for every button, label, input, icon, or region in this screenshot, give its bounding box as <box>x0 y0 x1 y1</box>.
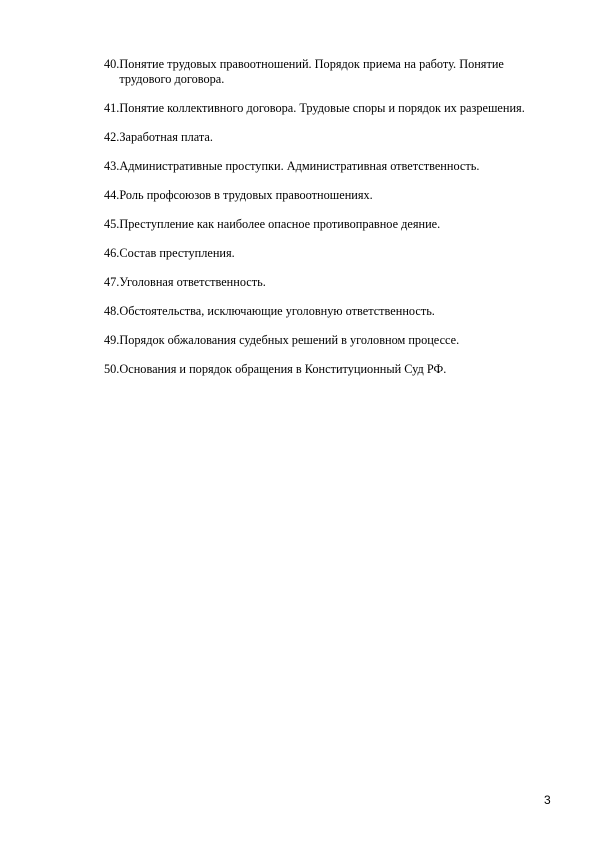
question-number: 48. <box>104 304 120 318</box>
question-item-42 <box>104 130 544 145</box>
question-number: 47. <box>104 275 120 289</box>
question-number: 44. <box>104 188 120 202</box>
question-text: Роль профсоюзов в трудовых правоотношениях. <box>119 188 373 202</box>
question-item-40 <box>104 57 544 87</box>
question-item-41 <box>104 101 544 116</box>
question-number: 45. <box>104 217 120 231</box>
question-item-46 <box>104 246 544 261</box>
question-text: Основания и порядок обращения в Конституционный Суд РФ. <box>119 362 447 376</box>
question-text: Порядок обжалования судебных решений в уголовном процессе. <box>119 333 460 347</box>
question-text: Состав преступления. <box>119 246 235 260</box>
question-text: Уголовная ответственность. <box>119 275 266 289</box>
question-item-50 <box>104 362 544 377</box>
question-number: 43. <box>104 159 120 173</box>
question-item-48 <box>104 304 544 319</box>
question-item-47 <box>104 275 544 290</box>
question-text: Административные проступки. Административная ответственность. <box>119 159 480 173</box>
question-number: 49. <box>104 333 120 347</box>
question-number: 40. <box>104 57 120 71</box>
question-item-45 <box>104 217 544 232</box>
question-number: 50. <box>104 362 120 376</box>
question-item-43 <box>104 159 544 174</box>
question-item-49 <box>104 333 544 348</box>
question-item-44 <box>104 188 544 203</box>
question-text: Преступление как наиболее опасное противоправное деяние. <box>119 217 441 231</box>
question-text: Заработная плата. <box>119 130 213 144</box>
question-text: Понятие трудовых правоотношений. Порядок приема на работу. Понятие трудового договора. <box>119 57 504 86</box>
question-text: Понятие коллективного договора. Трудовые споры и порядок их разрешения. <box>119 101 525 115</box>
question-text: Обстоятельства, исключающие уголовную ответственность. <box>119 304 435 318</box>
page-number: 3 <box>544 793 551 807</box>
question-number: 41. <box>104 101 120 115</box>
question-number: 46. <box>104 246 120 260</box>
question-list <box>104 57 544 391</box>
question-number: 42. <box>104 130 120 144</box>
